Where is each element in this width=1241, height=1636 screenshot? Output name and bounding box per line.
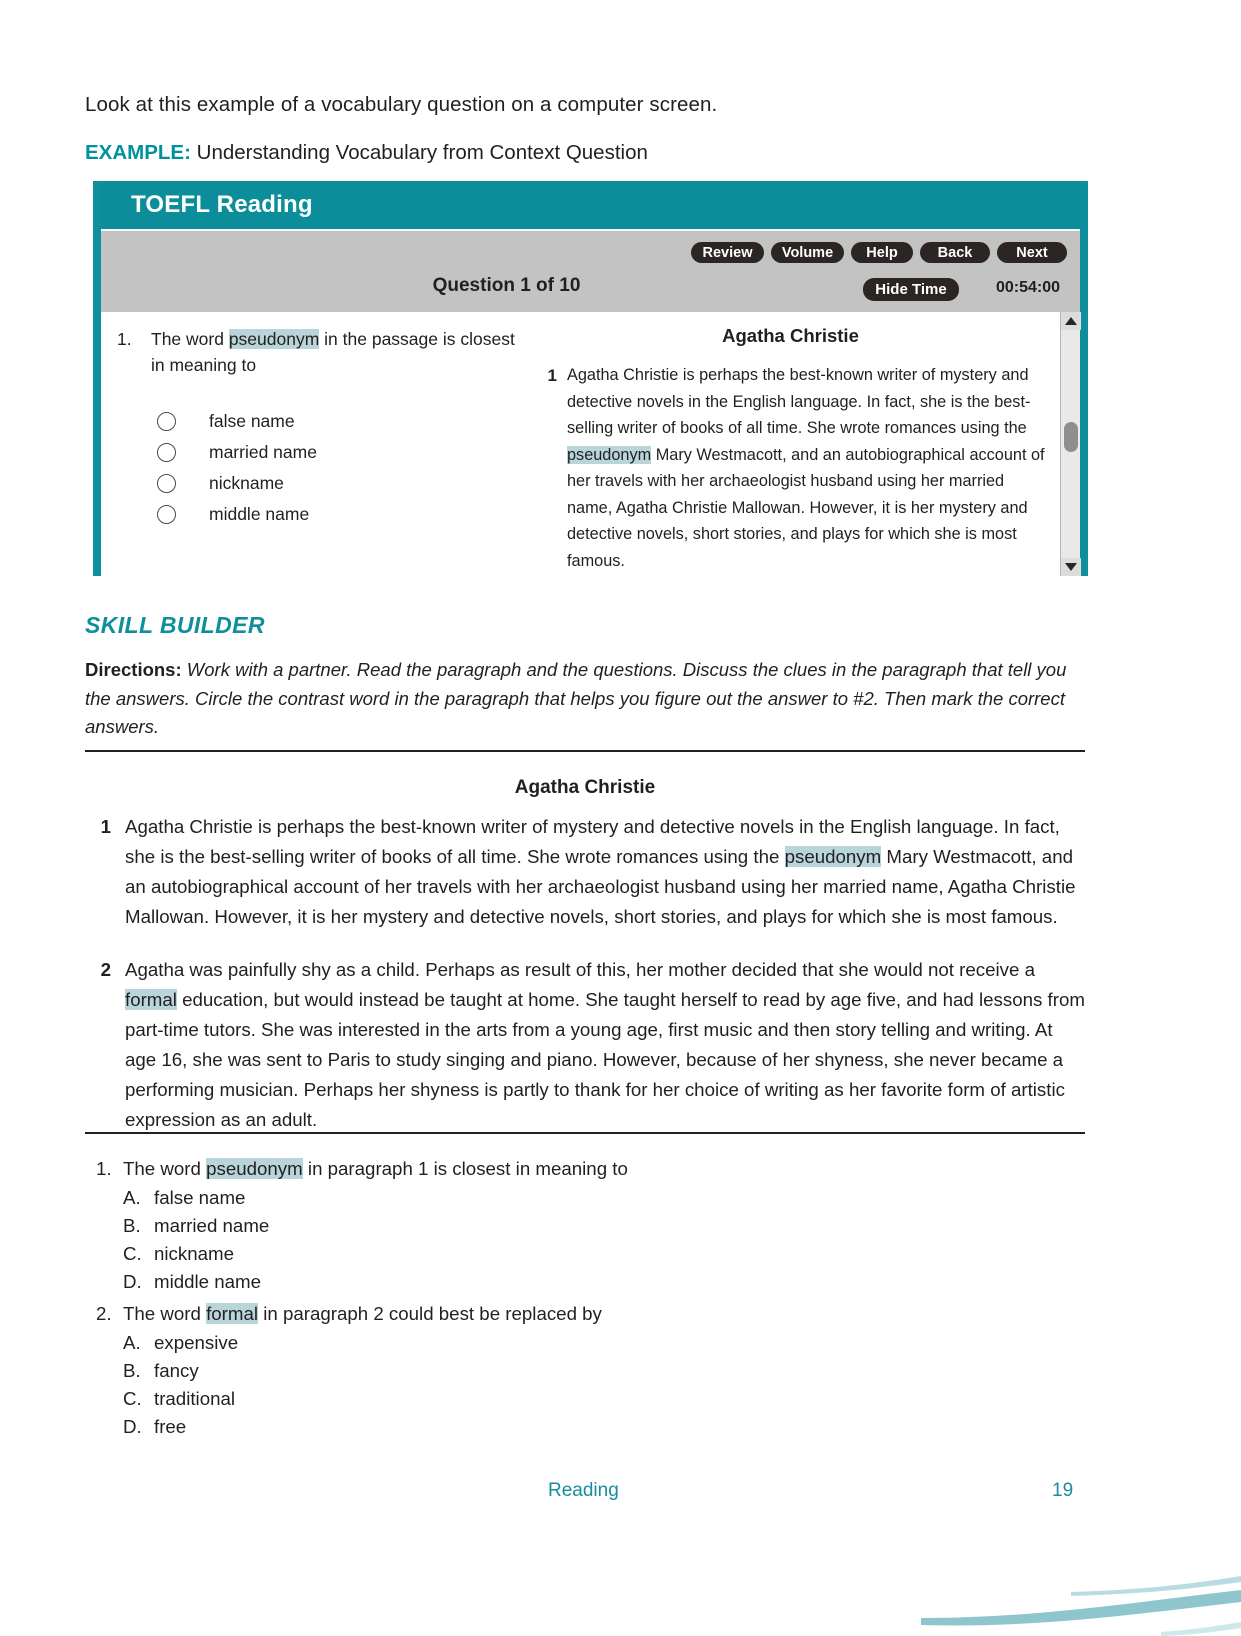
choice-letter: C. [123, 1243, 142, 1265]
choice-text: free [154, 1416, 187, 1438]
choice-letter: A. [123, 1331, 141, 1353]
passage-paragraph-2 [85, 955, 1085, 1137]
choice-letter: D. [123, 1271, 142, 1293]
toefl-option-label: married name [209, 441, 317, 462]
question-choices [96, 1329, 1096, 1441]
paragraph-number: 1 [100, 816, 111, 837]
hide-time-button[interactable]: Hide Time [863, 278, 959, 301]
toefl-paragraph-number: 1 [547, 366, 557, 385]
toefl-reading-screen [93, 181, 1088, 576]
toefl-option-label: nickname [209, 472, 284, 493]
paragraph-before: Agatha was painfully shy as a child. Perhaps as result of this, her mother decided that she would not receive a [125, 959, 1035, 980]
toefl-app-title: TOEFL Reading [131, 191, 313, 218]
choice-text: traditional [154, 1388, 236, 1410]
back-button[interactable]: Back [920, 242, 990, 263]
choice-text: fancy [154, 1360, 199, 1382]
radio-button-icon[interactable] [157, 474, 176, 493]
toefl-passage-pane [541, 312, 1080, 576]
radio-button-icon[interactable] [157, 443, 176, 462]
paragraph-number: 2 [100, 959, 111, 980]
highlighted-word: formal [125, 988, 177, 1010]
choice-b[interactable] [123, 1357, 1096, 1385]
exercise-question-2 [96, 1300, 1096, 1447]
next-button[interactable]: Next [997, 242, 1067, 263]
stem-after: in the passage is closest in meaning to [151, 329, 515, 376]
choice-text: middle name [154, 1271, 261, 1293]
question-counter: Question 1 of 10 [432, 275, 581, 296]
footer-page-number: 19 [1052, 1480, 1074, 1501]
choice-c[interactable] [123, 1385, 1096, 1413]
lead-in-text: Look at this example of a vocabulary question on a computer screen. [85, 93, 718, 116]
passage-before: Agatha Christie is perhaps the best-known writer of mystery and detective novels in the English language. In fact, she is the best-selling writer of books of all time. She wrote romances using the [567, 366, 1031, 438]
choice-letter: D. [123, 1416, 142, 1438]
toefl-question-stem [117, 326, 529, 379]
toefl-passage-body [541, 362, 1046, 575]
question-before: The word [123, 1303, 207, 1324]
toefl-question-number: 1. [117, 329, 132, 349]
highlighted-word: pseudonym [228, 329, 320, 349]
choice-d[interactable] [123, 1268, 1096, 1296]
highlighted-word: pseudonym [567, 445, 652, 464]
example-heading [85, 141, 648, 165]
footer-section-label: Reading [548, 1480, 619, 1501]
toefl-toolbar [101, 229, 1080, 312]
directions-text [85, 656, 1085, 742]
directions-body: Work with a partner. Read the paragraph and the questions. Discuss the clues in the paragraph that tell you the answers. Circle the contrast word in the paragraph that helps you figure out the answer to #2. Then mark the correct answers. [85, 659, 1067, 738]
example-title: Understanding Vocabulary from Context Question [190, 141, 648, 164]
toefl-content [101, 312, 1080, 576]
paragraph-text [125, 955, 1085, 1135]
toefl-option-d[interactable] [157, 504, 529, 525]
exercise-question-1 [96, 1155, 1096, 1302]
choice-text: nickname [154, 1243, 234, 1265]
choice-d[interactable] [123, 1413, 1096, 1441]
scrollbar-thumb[interactable] [1064, 422, 1078, 452]
choice-letter: A. [123, 1186, 141, 1208]
choice-text: false name [154, 1186, 246, 1208]
choice-letter: B. [123, 1215, 141, 1237]
paragraph-after: Mary Westmacott, and an autobiographical account of her travels with her archaeologist husband using her married name, Agatha Christie Mallowan. However, it is her mystery and detective novels, short stories, and plays for which she is most famous. [125, 845, 1076, 927]
passage-scrollbar[interactable] [1060, 312, 1080, 576]
toefl-question-pane [101, 312, 541, 576]
toefl-option-label: middle name [209, 503, 310, 524]
paragraph-text [125, 812, 1085, 932]
question-after: in paragraph 1 is closest in meaning to [302, 1158, 628, 1179]
review-button[interactable]: Review [691, 242, 764, 263]
question-choices [96, 1184, 1096, 1296]
highlighted-word: pseudonym [784, 845, 882, 867]
scroll-up-icon[interactable] [1061, 312, 1081, 330]
paragraph-after: education, but would instead be taught at home. She taught herself to read by age five, and had lessons from part-time tutors. She was interested in the arts from a young age, first music and then story telling and writing. At age 16, she was sent to Paris to study singing and piano. However, because of her shyness, she never became a performing musician. Perhaps her shyness is partly to thank for her choice of writing as her favorite form of artistic expression as an adult. [125, 988, 1085, 1130]
toefl-option-a[interactable] [157, 411, 529, 432]
highlighted-word: formal [206, 1303, 259, 1324]
question-before: The word [123, 1158, 207, 1179]
skill-builder-heading: SKILL BUILDER [85, 612, 265, 638]
directions-label: Directions: [85, 659, 182, 680]
toefl-option-label: false name [209, 410, 295, 431]
toefl-question-text [151, 326, 529, 379]
toefl-titlebar [101, 181, 1080, 229]
choice-a[interactable] [123, 1184, 1096, 1212]
toefl-answer-options [117, 411, 529, 525]
choice-c[interactable] [123, 1240, 1096, 1268]
choice-text: married name [154, 1215, 270, 1237]
choice-a[interactable] [123, 1329, 1096, 1357]
choice-letter: C. [123, 1388, 142, 1410]
question-text [123, 1300, 1096, 1329]
stem-before: The word [151, 329, 229, 349]
decorative-swoosh [921, 1546, 1241, 1636]
divider-bottom [85, 1132, 1085, 1134]
volume-button[interactable]: Volume [771, 242, 844, 263]
question-index: 2. [96, 1303, 112, 1324]
passage-after: Mary Westmacott, and an autobiographical account of her travels with her archaeologist husband using her married name, Agatha Christie Mallowan. However, it is her mystery and detective novels, short stories, and plays for which she is most famous. [567, 445, 1045, 570]
help-button[interactable]: Help [851, 242, 913, 263]
highlighted-word: pseudonym [206, 1158, 303, 1179]
passage-paragraph-1 [85, 812, 1085, 934]
question-index: 1. [96, 1158, 112, 1179]
choice-letter: B. [123, 1360, 141, 1382]
paragraph-before: Agatha Christie is perhaps the best-known writer of mystery and detective novels in the English language. In fact, she is the best-selling writer of books of all time. She wrote romances using the [125, 816, 1060, 867]
radio-button-icon[interactable] [157, 505, 176, 524]
question-text [123, 1155, 1096, 1184]
radio-button-icon[interactable] [157, 412, 176, 431]
example-label: EXAMPLE: [85, 141, 191, 164]
toefl-passage-title: Agatha Christie [722, 325, 859, 346]
choice-b[interactable] [123, 1212, 1096, 1240]
toefl-option-b[interactable] [157, 442, 529, 463]
question-after: in paragraph 2 could best be replaced by [258, 1303, 602, 1324]
timer-display: 00:54:00 [996, 279, 1061, 296]
scroll-down-icon[interactable] [1061, 558, 1081, 576]
toefl-paragraph-text [567, 362, 1046, 575]
divider-top [85, 750, 1085, 752]
toefl-option-c[interactable] [157, 473, 529, 494]
choice-text: expensive [154, 1331, 239, 1353]
passage-title: Agatha Christie [514, 777, 656, 798]
